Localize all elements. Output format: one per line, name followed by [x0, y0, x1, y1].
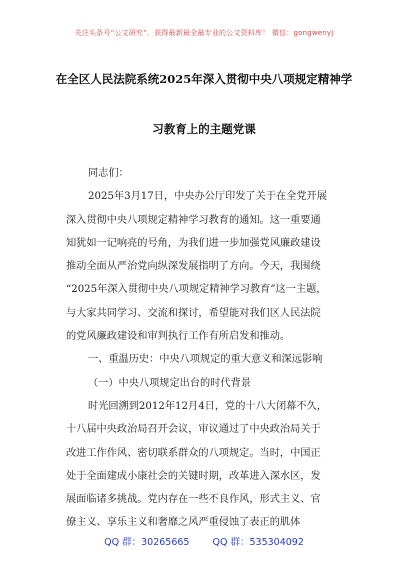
section-heading: 一、重温历史：中央八项规定的重大意义和深远影响: [88, 354, 323, 366]
body-line: 时光回溯到2012年12月4日，党的十八大闭幕不久，: [88, 400, 327, 412]
body-line: 2025年3月17日，中央办公厅印发了关于在全党开展: [88, 191, 327, 203]
qq-group-2: QQ 群：535304092: [212, 537, 304, 548]
salutation: 同志们：: [88, 168, 129, 179]
body-line: 僚主义、享乐主义和奢靡之风严重侵蚀了表正的肌体: [66, 517, 301, 529]
document-title-line-2: 习教育上的主题党课: [152, 122, 256, 136]
qq-group-1: QQ 群：30265665: [104, 537, 190, 548]
subsection-heading: （一）中央八项规定出台的时代背景: [88, 377, 251, 389]
body-line: 的党风廉政建设和审判执行工作有所启发和推动。: [66, 331, 291, 343]
body-line: 深入贯彻中央八项规定精神学习教育的通知。这一重要通: [66, 214, 321, 226]
body-line: 与大家共同学习、交流和探讨，希望能对我们区人民法院: [66, 307, 321, 319]
body-line: 推动全面从严治党向纵深发展指明了方向。今天，我围绕: [66, 261, 321, 273]
body-line: 展面临诸多挑战。党内存在一些不良作风，形式主义、官: [66, 494, 321, 506]
body-line: 知犹如一记响亮的号角，为我们进一步加强党风廉政建设: [66, 237, 321, 249]
body-line: 改进工作作风、密切联系群众的八项规定。当时，中国正: [66, 447, 321, 459]
document-body: [66, 162, 346, 535]
footer: [0, 534, 408, 548]
document-title-line-1: 在全区人民法院系统2025年深入贯彻中央八项规定精神学: [55, 72, 353, 86]
header-banner: 关注头条号“公文研究”，获得最新最全最专业的公文资料库！ 微信：gongwenyj: [74, 29, 334, 37]
body-line: 处于全面建成小康社会的关键时期，改革进入深水区，发: [66, 470, 321, 482]
body-line: 十八届中央政治局召开会议，审议通过了中央政治局关于: [66, 424, 321, 436]
body-line: “2025年深入贯彻中央八项规定精神学习教育”这一主题，: [66, 284, 327, 296]
